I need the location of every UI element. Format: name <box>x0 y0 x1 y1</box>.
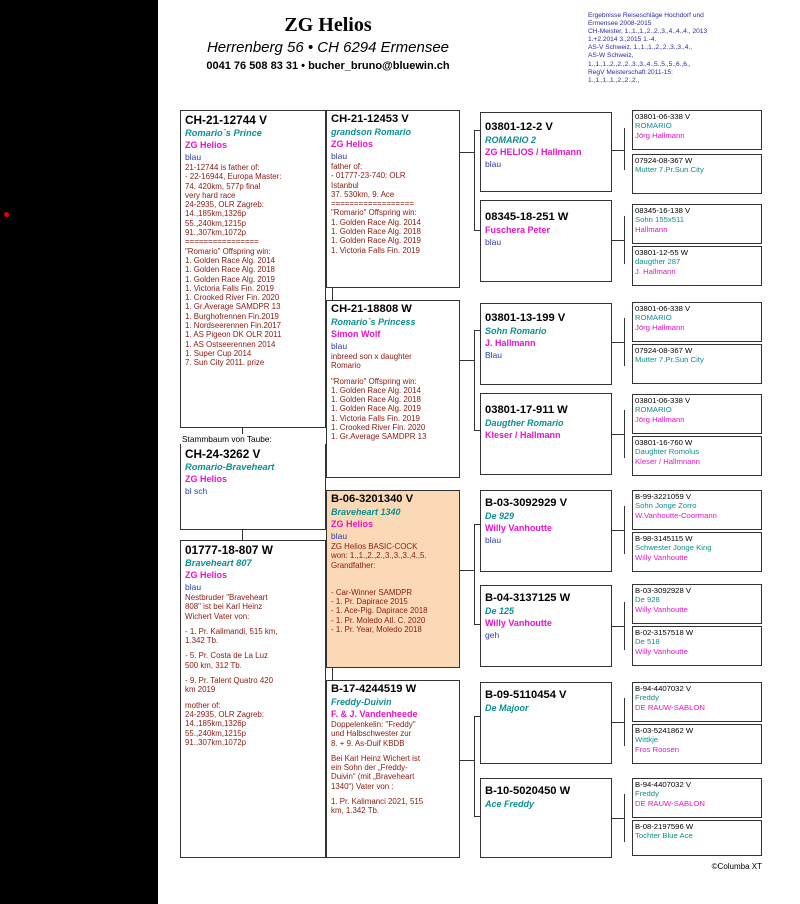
ancestor-card-gen4[interactable] <box>632 436 762 476</box>
note-line: ZG Helios BASIC-COCK <box>331 542 418 551</box>
ancestor-color: blau <box>331 531 348 541</box>
ancestor-breeder: J. Hallmann <box>635 266 676 276</box>
ancestor-breeder: Fros Roosen <box>635 744 680 754</box>
ancestor-breeder: Willy Vanhoutte <box>485 618 552 628</box>
sire-ring: CH-21-12744 V <box>185 113 267 127</box>
note-line: 1.342 Tb. <box>185 636 219 646</box>
ancestor-breeder: ZG HELIOS / Hallmann <box>485 147 582 157</box>
ancestor-notes <box>331 352 455 442</box>
results-line: CH-Meister, 1.,1.,1.,2.,2.,3.,4.,4.,4., 2013 <box>588 28 708 36</box>
ancestor-breeder: Jörg Hallmann <box>635 414 685 424</box>
ancestor-breeder: DE RAUW-SABLON <box>635 798 705 808</box>
ancestor-card-gen4[interactable] <box>632 532 762 572</box>
granddam-maternal-card[interactable] <box>326 680 460 858</box>
note-line: 1. Golden Race Alg. 2019 <box>331 236 421 246</box>
ancestor-color: blau <box>331 151 348 161</box>
connector-line <box>624 794 625 842</box>
ancestor-ring: 08345-18-251 W <box>485 211 569 223</box>
ancestor-breeder: W.Vanhoutte-Coormann <box>635 510 717 520</box>
connector-line <box>474 524 475 624</box>
ancestor-color: blau <box>485 535 502 545</box>
ancestor-breeder: Jörg Hallmann <box>635 130 685 140</box>
ancestor-ring: B-02-3157518 W <box>635 628 694 637</box>
ancestor-breeder: Willy Vanhoutte <box>635 604 688 614</box>
connector-line <box>612 434 624 435</box>
subject-breeder: ZG Helios <box>185 474 228 484</box>
results-line: AS-W Schweiz, <box>588 52 634 60</box>
ancestor-breeder: Kleser / Hallmnann <box>635 456 700 466</box>
ancestor-ring: 03801-17-911 W <box>485 404 568 416</box>
note-line: 500 km, 312 Tb. <box>185 660 242 670</box>
note-line: 1. Victoria Falls Fin. 2019 <box>185 283 274 293</box>
ancestor-ring: B-08-2197596 W <box>635 822 694 831</box>
note-line: "Romario" Offspring win: <box>185 246 271 256</box>
note-line: won: 1.,1.,2.,2.,3.,3.,3.,4.,5. <box>331 551 427 561</box>
note-line: Romario <box>331 361 361 371</box>
note-line: - 1. Pr. Year, Moledo 2018 <box>331 625 422 635</box>
connector-line <box>612 722 624 723</box>
ancestor-name: Mutter 7.Pr.Sun City <box>635 355 704 365</box>
note-line: Bei Karl Heinz Wichert ist <box>331 753 421 763</box>
ancestor-card-gen4[interactable] <box>632 682 762 722</box>
connector-line <box>612 818 624 819</box>
note-line: Doppelenkelin: "Freddy" <box>331 720 416 729</box>
note-line: - 22-16944, Europa Master: <box>185 172 282 182</box>
ancestor-card-gen4[interactable] <box>632 302 762 342</box>
ancestor-name: Mutter 7.Pr.Sun City <box>635 165 704 175</box>
connector-line <box>474 130 475 230</box>
note-line: km 2019 <box>185 685 216 695</box>
note-line: 1. Burghofrennen Fin.2019 <box>185 311 279 321</box>
ancestor-ring: 08345-16-138 V <box>635 206 691 215</box>
ancestor-name: Freddy-Duivin <box>331 697 392 707</box>
ancestor-ring: 03801-12-2 V <box>485 121 553 133</box>
ancestor-ring: 03801-12-55 W <box>635 248 688 257</box>
connector-line <box>460 570 474 571</box>
sire-breeder: ZG Helios <box>185 140 228 150</box>
note-line: 14.,185km,1326p <box>185 719 246 729</box>
ancestor-name: Braveheart 1340 <box>331 507 401 517</box>
note-line: 7. Sun City 2011. prize <box>185 358 265 368</box>
note-line: 1340“) Vater von : <box>331 781 394 791</box>
ancestor-name: ROMARIO 2 <box>485 135 537 145</box>
note-line: 91.,307km,1072p <box>185 737 246 747</box>
ancestor-color: geh <box>485 630 500 640</box>
ancestor-card-gen4[interactable] <box>632 490 762 530</box>
ancestor-ring: 03801-13-199 V <box>485 312 566 324</box>
connector-line <box>624 318 625 366</box>
copyright-label: ©Columba XT <box>711 862 762 871</box>
ancestor-card-gen3[interactable] <box>480 303 612 385</box>
sire-name: Romario`s Prince <box>185 128 262 138</box>
ancestor-color: Blau <box>485 350 503 360</box>
ancestor-name: Daugther Romario <box>485 418 564 428</box>
ancestor-breeder: Willy Vanhoutte <box>485 523 552 533</box>
ancestor-ring: B-17-4244519 W <box>331 683 417 695</box>
note-line: 91.,307km,1072p <box>185 228 246 238</box>
ancestor-name: daugther 287 <box>635 257 681 267</box>
ancestor-name: De 928 <box>635 595 660 605</box>
connector-line <box>624 128 625 170</box>
ancestor-card-gen3[interactable] <box>480 200 612 282</box>
ancestor-name: Sohn Romario <box>485 326 547 336</box>
connector-line <box>624 216 625 264</box>
ancestor-ring: B-03-3092928 V <box>635 586 691 595</box>
sire-color: blau <box>185 152 202 162</box>
note-line: - 01777-23-740: OLR <box>331 171 406 181</box>
connector-line <box>474 330 475 430</box>
ancestor-breeder: Willy Vanhoutte <box>635 646 688 656</box>
note-line: 24-2935, OLR Zagreb: <box>185 709 264 719</box>
ancestor-name: De 929 <box>485 511 515 521</box>
note-line: 55.,240km,1215p <box>185 728 246 738</box>
ancestor-name: Ace Freddy <box>485 799 535 809</box>
sire-notes <box>185 163 321 368</box>
note-line: 1. Golden Race Alg. 2018 <box>331 227 421 237</box>
race-results <box>588 12 788 85</box>
ancestor-name: Tochter Blue Ace <box>635 831 693 841</box>
ancestor-ring: 03801-06-338 V <box>635 396 691 405</box>
ancestor-name: Freddy <box>635 789 659 799</box>
ancestor-breeder: F. & J. Vandenheede <box>331 709 418 719</box>
ancestor-ring: B-04-3137125 W <box>485 592 571 604</box>
results-line: Ergebnisse Reiseschläge Hochdorf und <box>588 12 704 19</box>
connector-line <box>612 240 624 241</box>
ancestor-ring: B-03-5241862 W <box>635 726 694 735</box>
pedigree-page <box>158 0 800 904</box>
ancestor-ring: B-09-5110454 V <box>485 689 567 701</box>
note-line: mother of: <box>185 700 221 710</box>
ancestor-name: grandson Romario <box>331 127 412 137</box>
connector-line <box>624 506 625 554</box>
note-line: - 5. Pr. Costa de La Luz <box>185 651 268 661</box>
subject-color: bl sch <box>185 486 208 496</box>
note-line: 37. 530km, 9. Ace <box>331 189 395 199</box>
ancestor-ring: CH-21-12453 V <box>331 113 409 125</box>
loft-address: Herrenberg 56 • CH 6294 Ermensee <box>206 39 450 56</box>
note-line: "Romario" Offspring win: <box>331 376 417 386</box>
ancestor-name: ROMARIO <box>635 405 672 415</box>
ancestor-card-gen3[interactable] <box>480 490 612 572</box>
connector-line <box>624 602 625 650</box>
note-line: Istanbul <box>331 180 359 190</box>
ancestor-card-gen4[interactable] <box>632 820 762 856</box>
note-line: 1. Golden Race Alg. 2019 <box>185 274 275 284</box>
connector-line <box>612 530 624 531</box>
note-line: Nestbruder "Braveheart <box>185 593 268 602</box>
dam-color: blau <box>185 582 202 592</box>
results-line: Ermensee 2008-2015 <box>588 20 652 28</box>
ancestor-name: ROMARIO <box>635 121 672 131</box>
ancestor-name: Wittkje <box>635 735 659 745</box>
connector-line <box>612 150 624 151</box>
ancestor-breeder: Kleser / Hallmann <box>485 430 561 440</box>
connector-line <box>612 342 624 343</box>
ancestor-card-gen3[interactable] <box>480 585 612 667</box>
subject-card[interactable] <box>180 438 326 530</box>
ancestor-ring: B-06-3201340 V <box>331 493 414 505</box>
note-line: 1. Golden Race Alg. 2014 <box>331 217 421 227</box>
note-line: 1. Victoria Falls Fin. 2019 <box>331 245 420 255</box>
connector-line <box>242 530 243 540</box>
ancestor-breeder: J. Hallmann <box>485 338 536 348</box>
pedigree-label: Stammbaum von Taube: <box>180 434 326 444</box>
ancestor-name: Schwester Jonge King <box>635 543 712 553</box>
ancestor-name: ROMARIO <box>635 313 672 323</box>
note-line: - 1. Ace-Pig. Dapirace 2018 <box>331 606 428 616</box>
dam-notes <box>185 593 321 747</box>
dam-ring: 01777-18-807 W <box>185 543 273 557</box>
ancestor-card-gen4[interactable] <box>632 110 762 150</box>
loft-contact: 0041 76 508 83 31 • bucher_bruno@bluewin.ch <box>206 60 450 72</box>
ancestor-color: blau <box>331 341 348 351</box>
ancestor-card-gen4[interactable] <box>632 584 762 624</box>
ancestor-card-gen3[interactable] <box>480 778 612 858</box>
ancestor-breeder: Hallmann <box>635 224 668 234</box>
ancestor-name: Romario`s Princess <box>331 317 416 327</box>
connector-line <box>460 760 474 761</box>
ancestor-notes <box>331 542 455 634</box>
connector-line <box>624 410 625 458</box>
ancestor-ring: B-03-3092929 V <box>485 497 568 509</box>
note-line: 1. Victoria Falls Fin. 2019 <box>331 413 420 423</box>
ancestor-card-gen4[interactable] <box>632 154 762 194</box>
note-line: 1. Golden Race Alg. 2014 <box>331 385 421 395</box>
note-line: 1. Golden Race Alg. 2014 <box>185 255 275 265</box>
note-line: 1. Crooked River Fin. 2020 <box>331 423 426 433</box>
results-line: 1.,1.,1.,1.,2.,2.,2., <box>588 76 640 84</box>
note-line: - 1. Pr. Moledo Atl. C. 2020 <box>331 615 426 625</box>
note-line: 1. AS Ostseerennen 2014 <box>185 339 276 349</box>
note-line: ein Sohn der „Freddy- <box>331 763 408 773</box>
ancestor-ring: B-10-5020450 W <box>485 785 571 797</box>
note-line: inbreed son x daughter <box>331 352 412 361</box>
note-line: und Halbschwester zur <box>331 729 412 739</box>
ancestor-name: De Majoor <box>485 703 529 713</box>
connector-line <box>612 626 624 627</box>
note-line: 21-12744 is father of: <box>185 163 260 172</box>
note-line: very hard race <box>185 190 236 200</box>
note-line: Duivin“ (mit „Braveheart <box>331 772 415 782</box>
granddam-paternal-card[interactable] <box>326 300 460 478</box>
note-line: Grandfather: <box>331 560 376 570</box>
note-line: 55.,240km,1215p <box>185 218 246 228</box>
note-line: - 9. Pr. Talent Quatro 420 <box>185 676 274 686</box>
ancestor-card-gen4[interactable] <box>632 626 762 666</box>
ancestor-breeder: DE RAUW-SABLON <box>635 702 705 712</box>
ancestor-card-gen3[interactable] <box>480 682 612 764</box>
connector-line <box>460 152 474 153</box>
ancestor-name: De 518 <box>635 637 660 647</box>
grandsire-maternal-card[interactable] <box>326 490 460 668</box>
note-line: 14.,185km,1326p <box>185 209 246 219</box>
note-line: 8. + 9. As-Duif KBDB <box>331 738 405 748</box>
ancestor-ring: 03801-06-338 V <box>635 112 691 121</box>
ancestor-card-gen4[interactable] <box>632 394 762 434</box>
note-line: Wichert Vater von: <box>185 611 250 621</box>
sire-card[interactable] <box>180 110 326 428</box>
subject-name: Romario-Braveheart <box>185 462 275 472</box>
ancestor-breeder: Fuschera Peter <box>485 225 551 235</box>
note-line: 1. Golden Race Alg. 2018 <box>185 265 275 275</box>
ancestor-breeder: ZG Helios <box>331 139 374 149</box>
ancestor-notes <box>331 162 455 255</box>
ancestor-ring: 03801-16-760 W <box>635 438 693 447</box>
subject-ring: CH-24-3262 V <box>185 447 261 461</box>
ancestor-card-gen3[interactable] <box>480 393 612 475</box>
ancestor-color: blau <box>485 237 502 247</box>
ancestor-card-gen4[interactable] <box>632 344 762 384</box>
note-line: 1. AS Pigeon DK OLR 2011 <box>185 330 282 340</box>
ancestor-name: Freddy <box>635 693 659 703</box>
ancestor-card-gen4[interactable] <box>632 778 762 818</box>
ancestor-breeder: Willy Vanhoutte <box>635 552 688 562</box>
note-line: ================ <box>185 237 259 247</box>
ancestor-color: blau <box>485 159 502 169</box>
ancestor-breeder: Simon Wolf <box>331 329 381 339</box>
ancestor-breeder: Jörg Hallmann <box>635 322 685 332</box>
note-line: 1. Crooked River Fin. 2020 <box>185 293 280 303</box>
connector-line <box>474 716 475 816</box>
ancestor-card-gen4[interactable] <box>632 724 762 764</box>
note-line: 1. Gr.Average SAMDPR 13 <box>331 432 427 442</box>
note-line: ================== <box>331 199 414 209</box>
ancestor-ring: 07924-08-367 W <box>635 346 693 355</box>
note-line: - 1. Pr. Dapirace 2015 <box>331 597 408 607</box>
ancestor-ring: B-98-3145115 W <box>635 534 693 543</box>
note-line: 1. Gr.Average SAMDPR 13 <box>185 302 281 312</box>
ancestor-ring: B-94-4407032 V <box>635 780 691 789</box>
ancestor-name: Sohn 155x511 <box>635 215 685 225</box>
ancestor-name: Sohn Jonge Zorro <box>635 501 697 511</box>
grandsire-paternal-card[interactable] <box>326 110 460 288</box>
note-line: father of: <box>331 162 363 171</box>
note-line: - 1. Pr. Kalimandi, 515 km, <box>185 626 278 636</box>
results-line: 1.+2.2014 3.,2015 1.-4. <box>588 36 657 44</box>
connector-line <box>460 360 474 361</box>
dam-name: Braveheart 807 <box>185 558 252 568</box>
ancestor-breeder: ZG Helios <box>331 519 374 529</box>
ancestor-card-gen4[interactable] <box>632 246 762 286</box>
red-dot-marker <box>4 212 9 217</box>
note-line: 808" ist bei Karl Heinz <box>185 602 263 612</box>
results-line: AS-V Schweiz, 1.,1.,1.,2.,2.,3.,3.,4., <box>588 44 693 52</box>
ancestor-name: De 125 <box>485 606 515 616</box>
results-line: RegV Meisterschaft 2011-15: <box>588 68 673 76</box>
note-line: km, 1.342 Tb. <box>331 806 380 816</box>
ancestor-ring: 03801-06-338 V <box>635 304 691 313</box>
ancestor-card-gen3[interactable] <box>480 112 612 192</box>
ancestor-ring: 07924-08-367 W <box>635 156 693 165</box>
note-line: 74. 420km, 577p final <box>185 181 261 191</box>
note-line: "Romario" Offspring win: <box>331 208 417 218</box>
results-line: 1.,1.,1.,2.,2.,2.,3.,3.,4.,5.,5.,5.,6.,6., <box>588 60 691 68</box>
ancestor-ring: CH-21-18808 W <box>331 303 412 315</box>
ancestor-ring: B-94-4407032 V <box>635 684 691 693</box>
note-line: 1. Golden Race Alg. 2018 <box>331 395 421 405</box>
note-line: 1. Golden Race Alg. 2019 <box>331 404 421 414</box>
note-line: 24-2935, OLR Zagreb: <box>185 200 264 210</box>
note-line: 1. Super Cup 2014 <box>185 348 252 358</box>
connector-line <box>624 698 625 746</box>
ancestor-name: Daughter Romolus <box>635 447 700 457</box>
note-line: - Car-Winner SAMDPR <box>331 587 413 597</box>
ancestor-ring: B-99-3221059 V <box>635 492 691 501</box>
dam-card[interactable] <box>180 540 326 858</box>
loft-title: ZG Helios <box>284 14 372 36</box>
ancestor-notes <box>331 720 455 816</box>
ancestor-card-gen4[interactable] <box>632 204 762 244</box>
note-line: 1. Pr. Kalimanci 2021, 515 <box>331 797 424 807</box>
note-line: 1. Nordseerennen Fin.2017 <box>185 321 282 331</box>
dam-breeder: ZG Helios <box>185 570 228 580</box>
